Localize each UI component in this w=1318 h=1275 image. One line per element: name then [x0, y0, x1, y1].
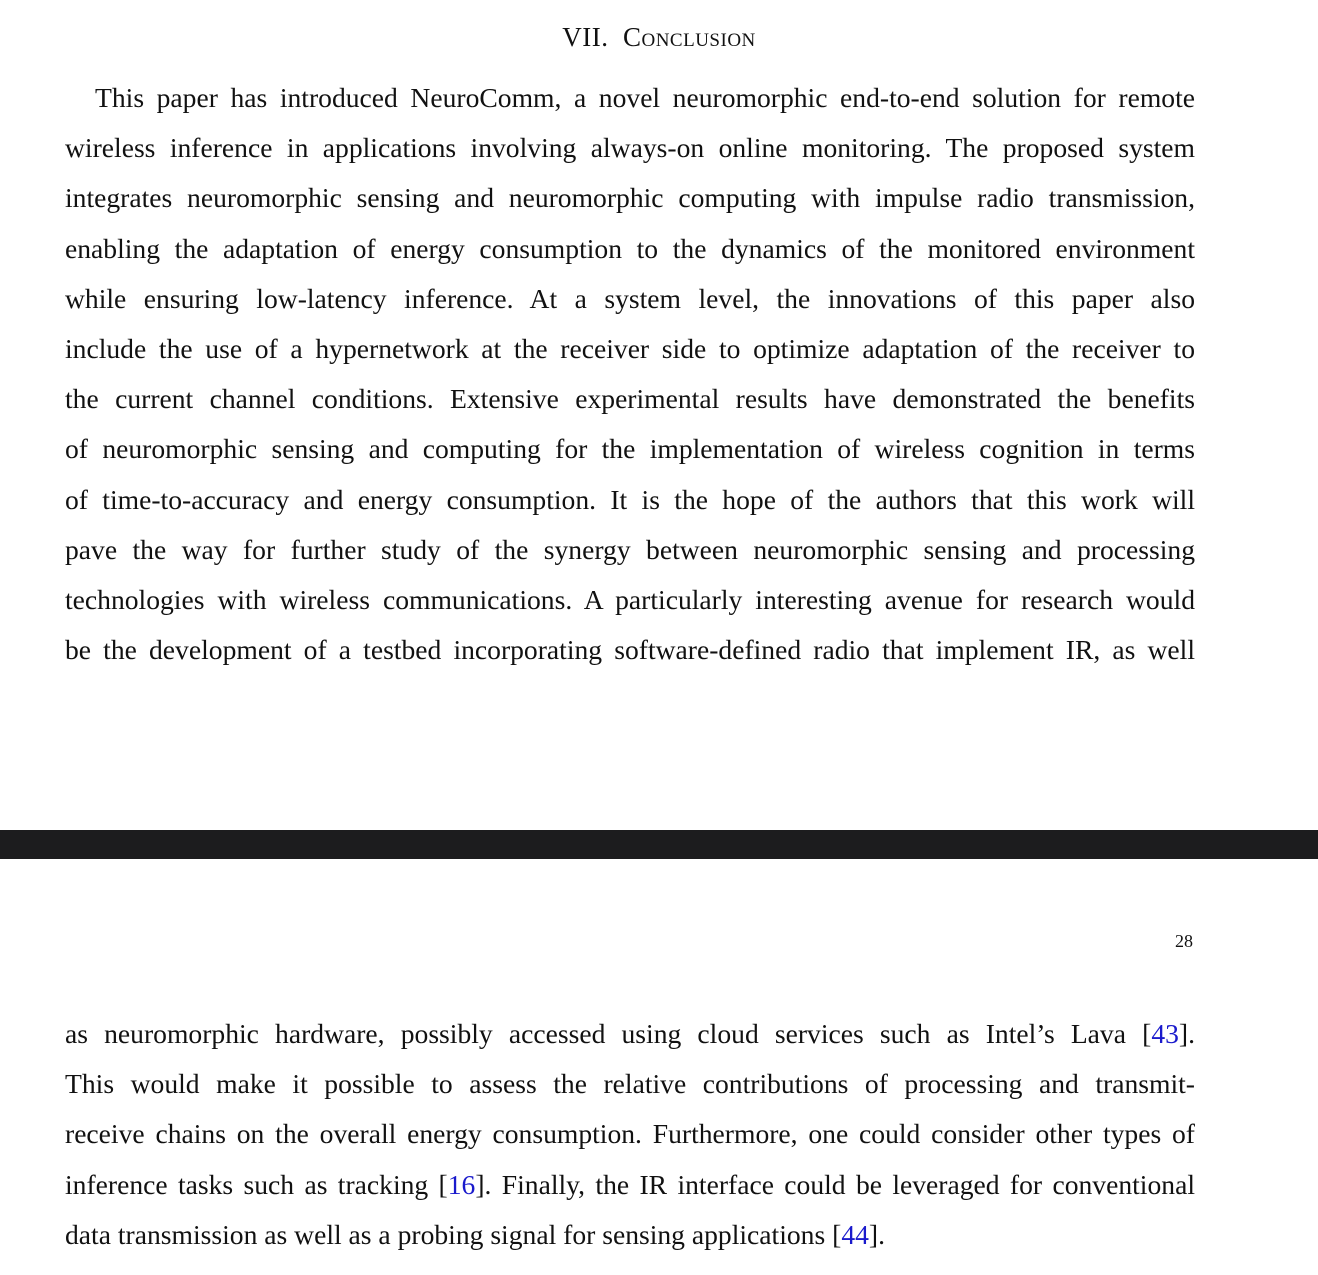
conclusion-paragraph-continued: [65, 1009, 1195, 1260]
text-line: receive chains on the overall energy consumption. Furthermore, one could consider other types of: [65, 1118, 1195, 1150]
page-number: 28: [1175, 931, 1193, 951]
text-line: of neuromorphic sensing and computing for the implementation of wireless cognition in terms: [65, 433, 1195, 465]
text-line: be the development of a testbed incorporating software-defined radio that implement IR, as well: [65, 634, 1195, 666]
page-divider: [0, 830, 1318, 859]
text-line: while ensuring low-latency inference. At a system level, the innovations of this paper also: [65, 282, 1195, 314]
text-segment: ].: [1178, 1018, 1195, 1049]
citation-link-44[interactable]: 44: [841, 1218, 869, 1250]
text-line: enabling the adaptation of energy consumption to the dynamics of the monitored environment: [65, 232, 1195, 264]
section-heading: [0, 22, 1318, 53]
page-bottom: [0, 859, 1318, 1275]
text-line: [65, 1210, 1195, 1260]
text-line: of time-to-accuracy and energy consumption. It is the hope of the authors that this work will: [65, 483, 1195, 515]
section-title: Conclusion: [622, 22, 756, 52]
section-number: VII.: [562, 22, 609, 52]
text-segment: as neuromorphic hardware, possibly accessed using cloud services such as Intel’s Lava [: [65, 1018, 1152, 1049]
text-segment: data transmission as well as a probing signal for sensing applications [: [65, 1218, 842, 1250]
text-segment: inference tasks such as tracking [: [65, 1168, 448, 1200]
text-line: [65, 1160, 1195, 1210]
text-line: This would make it possible to assess the relative contributions of processing and transmit-: [65, 1068, 1195, 1100]
text-line: technologies with wireless communications. A particularly interesting avenue for research would: [65, 583, 1195, 615]
text-segment: ]. Finally, the IR interface could be leveraged for conventional: [475, 1168, 1195, 1200]
text-line: [65, 1009, 1195, 1059]
text-line: pave the way for further study of the synergy between neuromorphic sensing and processing: [65, 533, 1195, 565]
citation-link-16[interactable]: 16: [447, 1168, 476, 1200]
text-line: the current channel conditions. Extensive experimental results have demonstrated the benefits: [65, 383, 1195, 415]
text-line: This paper has introduced NeuroComm, a novel neuromorphic end-to-end solution for remote: [95, 82, 1195, 113]
citation-link-43[interactable]: 43: [1151, 1018, 1179, 1049]
conclusion-paragraph: [65, 73, 1195, 675]
text-line: include the use of a hypernetwork at the receiver side to optimize adaptation of the receiver to: [65, 332, 1195, 364]
text-line: integrates neuromorphic sensing and neuromorphic computing with impulse radio transmission,: [65, 182, 1195, 214]
text-line: wireless inference in applications involving always-on online monitoring. The proposed system: [65, 132, 1195, 164]
text-segment: ].: [868, 1218, 885, 1250]
